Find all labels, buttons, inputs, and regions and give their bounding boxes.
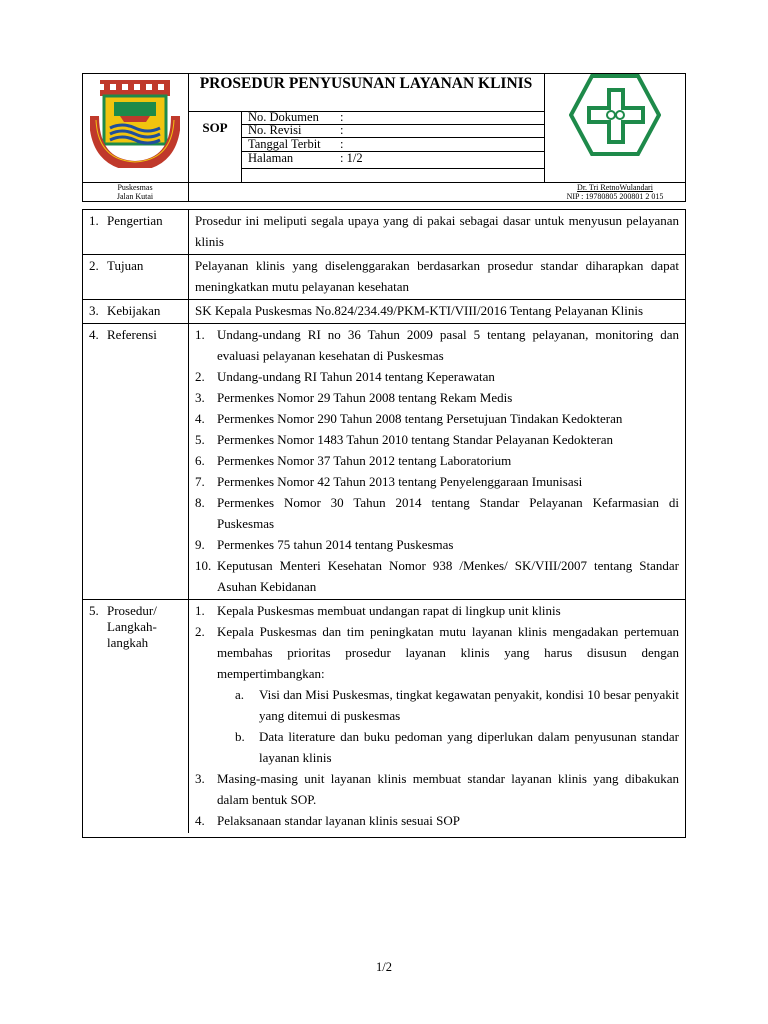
meta-key: Tanggal Terbit [248, 137, 321, 151]
section-number: 3. [89, 303, 99, 318]
page-number: 1/2 [376, 960, 392, 974]
document-title: PROSEDUR PENYUSUNAN LAYANAN KLINIS [199, 75, 533, 92]
section-number: 4. [89, 327, 99, 342]
list-text: Permenkes Nomor 37 Tahun 2012 tentang Laboratorium [217, 453, 512, 468]
section-text [189, 600, 685, 833]
meta-value: : 1/2 [340, 151, 363, 165]
list-number: 1. [195, 603, 205, 618]
section-number: 2. [89, 258, 99, 273]
sop-divider [241, 111, 242, 182]
list-text: Permenkes Nomor 30 Tahun 2014 tentang Standar Pelayanan Kefarmasian di Puskesmas [217, 495, 679, 531]
list-number: 10. [195, 558, 212, 573]
list-number: 5. [195, 432, 205, 447]
list-number: 8. [195, 495, 205, 510]
list-number: 3. [195, 390, 205, 405]
org-line-2: Jalan Kutai [116, 192, 154, 201]
list-item [195, 471, 679, 492]
list-text: Pelaksanaan standar layanan klinis sesuai SOP [217, 813, 460, 828]
list-item [195, 429, 679, 450]
section-text [189, 255, 685, 299]
section-label [83, 600, 189, 833]
regional-emblem-logo [90, 76, 180, 168]
list-item [195, 555, 679, 597]
list-item [235, 684, 679, 726]
header-divider-right [544, 73, 545, 182]
signer-block [546, 183, 684, 201]
list-item [195, 810, 679, 831]
list-text: Kepala Puskesmas membuat undangan rapat di lingkup unit klinis [217, 603, 561, 618]
meta-halaman [248, 152, 363, 165]
signer-nip: NIP : 19780805 200801 2 015 [566, 192, 664, 201]
meta-tanggal-terbit [248, 138, 343, 151]
puskesmas-cross-logo [569, 74, 661, 156]
section-text [189, 324, 685, 599]
org-line-1: Puskesmas [117, 183, 153, 192]
list-text: Permenkes Nomor 29 Tahun 2008 tentang Rekam Medis [217, 390, 513, 405]
list-text: Data literature dan buku pedoman yang diperlukan dalam penyusunan standar layanan klinis [259, 729, 679, 765]
section-label-text: Prosedur/ Langkah-langkah [107, 603, 157, 650]
list-number: 4. [195, 813, 205, 828]
list-text: Permenkes Nomor 42 Tahun 2013 tentang Penyelenggaraan Imunisasi [217, 474, 583, 489]
list-item [195, 600, 679, 621]
section-label [83, 324, 189, 599]
signer-name-text: Dr. Tri RetnoWulandari [577, 183, 653, 192]
section-label-text: Tujuan [107, 258, 144, 273]
list-text: Keputusan Menteri Kesehatan Nomor 938 /Menkes/ SK/VIII/2007 tentang Standar Asuhan Kebidanan [217, 558, 679, 594]
list-number: 6. [195, 453, 205, 468]
section-label-text: Kebijakan [107, 303, 161, 318]
list-item [195, 768, 679, 810]
list-text: Undang-undang RI no 36 Tahun 2009 pasal 5 tentang pelayanan, monitoring dan evaluasi pelayanan kesehatan di Puskesmas [217, 327, 679, 363]
section-paragraph: Prosedur ini meliputi segala upaya yang di pakai sebagai dasar untuk menyusun pelayanan klinis [195, 213, 679, 249]
section-pengertian [83, 210, 685, 255]
list-number: 9. [195, 537, 205, 552]
procedure-substeps [195, 684, 679, 768]
list-item [195, 408, 679, 429]
section-label-text: Pengertian [107, 213, 163, 228]
section-label-text: Referensi [107, 327, 157, 342]
section-tujuan [83, 255, 685, 300]
meta-value: : [340, 123, 344, 137]
section-paragraph: SK Kepala Puskesmas No.824/234.49/PKM-KTI/VIII/2016 Tentang Pelayanan Klinis [195, 303, 644, 318]
list-letter: a. [235, 687, 245, 702]
list-letter: b. [235, 729, 245, 744]
section-paragraph: Pelayanan klinis yang diselenggarakan berdasarkan prosedur standar diharapkan dapat meningkatkan mutu pelayanan kesehatan [195, 258, 679, 294]
meta-no-revisi [248, 124, 343, 137]
org-name [84, 183, 186, 201]
section-prosedur [83, 600, 685, 837]
signer-name [546, 183, 684, 192]
list-text: Permenkes Nomor 1483 Tahun 2010 tentang Standar Pelayanan Kedokteran [217, 432, 613, 447]
list-item [235, 726, 679, 768]
section-kebijakan [83, 300, 685, 324]
procedure-steps-continued [195, 768, 679, 831]
sop-content-table [82, 209, 686, 838]
section-referensi [83, 324, 685, 600]
list-text: Kepala Puskesmas dan tim peningkatan mutu layanan klinis mengadakan pertemuan membahas prioritas prosedur layanan klinis yang harus disusun dengan mempertimbangkan: [217, 624, 679, 681]
meta-value: : [340, 110, 344, 124]
procedure-steps [195, 600, 679, 684]
list-number: 7. [195, 474, 205, 489]
sop-label: SOP [202, 120, 228, 135]
section-label [83, 210, 189, 254]
list-text: Permenkes 75 tahun 2014 tentang Puskesmas [217, 537, 454, 552]
list-item [195, 450, 679, 471]
list-item [195, 621, 679, 684]
meta-key: No. Dokumen [248, 110, 319, 124]
meta-line-4 [241, 168, 544, 169]
section-label [83, 300, 189, 323]
section-text [189, 210, 685, 254]
list-number: 3. [195, 771, 205, 786]
section-text [189, 300, 685, 323]
list-number: 1. [195, 327, 205, 342]
list-number: 4. [195, 411, 205, 426]
section-number: 5. [89, 603, 99, 618]
meta-key: Halaman [248, 151, 294, 165]
list-text: Visi dan Misi Puskesmas, tingkat kegawatan penyakit, kondisi 10 besar penyakit yang ditemui di puskesmas [259, 687, 679, 723]
title-underline [188, 111, 544, 112]
list-text: Undang-undang RI Tahun 2014 tentang Keperawatan [217, 369, 495, 384]
list-item [195, 366, 679, 387]
meta-key: No. Revisi [248, 123, 302, 137]
list-item [195, 324, 679, 366]
list-text: Permenkes Nomor 290 Tahun 2008 tentang Persetujuan Tindakan Kedokteran [217, 411, 623, 426]
section-number: 1. [89, 213, 99, 228]
list-number: 2. [195, 624, 205, 639]
list-number: 2. [195, 369, 205, 384]
section-label [83, 255, 189, 299]
list-item [195, 534, 679, 555]
list-text: Masing-masing unit layanan klinis membuat standar layanan klinis yang dibakukan dalam bentuk SOP. [217, 771, 679, 807]
meta-value: : [340, 137, 344, 151]
list-item [195, 492, 679, 534]
reference-list [195, 324, 679, 597]
list-item [195, 387, 679, 408]
